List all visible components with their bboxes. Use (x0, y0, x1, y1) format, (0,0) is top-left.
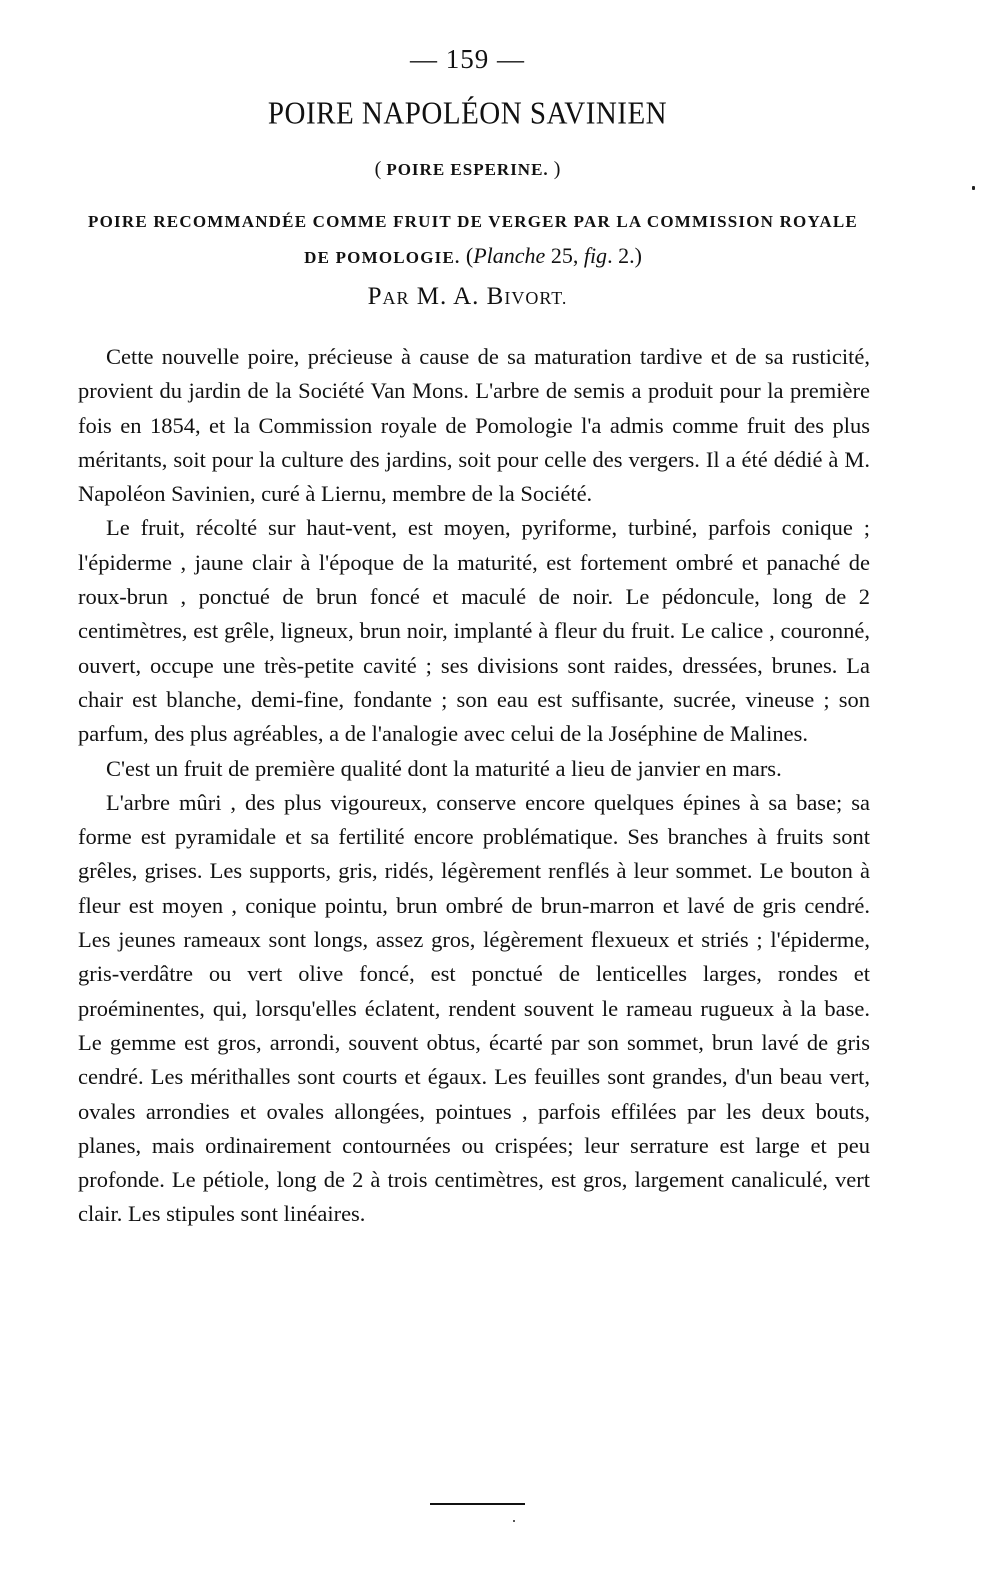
page-number: — 159 — (410, 44, 525, 74)
plate-label: Planche (473, 243, 546, 268)
recommendation-text: POIRE RECOMMANDÉE COMME FRUIT DE VERGER PAR LA COMMISSION ROYALE DE POMOLOGIE. (88, 212, 858, 267)
plate-paren: ( (465, 243, 474, 268)
author-line (0, 283, 935, 311)
plate-number: 25, (545, 243, 584, 268)
recommendation-note (78, 205, 868, 275)
subtitle-paren-close: ) (548, 158, 561, 180)
author-prefix: P (367, 283, 383, 310)
plate-reference (466, 243, 642, 268)
paragraph-tree-description: L'arbre mûri , des plus vigoureux, conserve encore quelques épines à sa base; sa forme est pyramidale et sa fertilité encore problématique. Ses branches à fruits sont grêles, grises. Les supports, gris, ridés, légèrement renflés à leur sommet. Le bouton à fleur est moyen , conique pointu, brun ombré de brun-marron et lavé de gris cendré. Les jeunes rameaux sont longs, assez gros, légèrement flexueux et striés ; l'épiderme, gris-verdâtre ou vert olive foncé, est ponctué de lenticelles larges, rondes et proéminentes, qui, lorsqu'elles éclatent, rendent souvent le rameau rugueux à la base. Le gemme est gros, arrondi, souvent obtus, écarté par son sommet, brun lavé de gris cendré. Les mérithalles sont courts et égaux. Les feuilles sont grandes, d'un beau vert, ovales arrondies et ovales allongées, pointues , parfois effilées par les deux bouts, planes, mais ordinairement contournées ou crispées; leur serrature est large et peu profonde. Le pétiole, long de 2 à trois centimètres, est gros, largement canaliculé, vert clair. Les stipules sont linéaires. (78, 789, 870, 1227)
end-rule-divider (430, 1503, 525, 1505)
paragraph-fruit-description: Le fruit, récolté sur haut-vent, est moyen, pyriforme, turbiné, parfois conique ; l'épiderme , jaune clair à l'époque de la maturité, est fortement ombré et panaché de roux-brun , ponctué de brun foncé et maculé de noir. Le pédoncule, long de 2 centimètres, est grêle, ligneux, brun noir, implanté à fleur du fruit. Le calice , couronné, ouvert, occupe une très-petite cavité ; ses divisions sont raides, dressées, brunes. La chair est blanche, demi-fine, fondante ; son eau est suffisante, sucrée, vineuse ; son parfum, des plus agréables, a de l'analogie avec celui de la Joséphine de Malines. (78, 515, 870, 747)
scan-speck (972, 186, 975, 190)
author-prefix-small: AR (382, 288, 410, 308)
fig-label: fig (583, 243, 608, 268)
author-initials: M. A. (409, 283, 487, 310)
author-name-small: IVORT. (504, 288, 568, 308)
subtitle-text: POIRE ESPERINE. (386, 160, 549, 179)
paragraph-origin: Cette nouvelle poire, précieuse à cause de sa maturation tardive et de sa rusticité, provient du jardin de la Société Van Mons. L'arbre de semis a produit pour la première fois en 1854, et la Commission royale de Pomologie l'a admis comme fruit des plus méritants, soit pour la culture des jardins, soit pour celle des vergers. Il a été dédié à M. Napoléon Savinien, curé à Liernu, membre de la Société. (78, 344, 870, 507)
paragraph-quality: C'est un fruit de première qualité dont la maturité a lieu de janvier en mars. (106, 755, 782, 781)
subtitle-paren-open: ( (374, 158, 387, 180)
scan-speck (513, 1520, 515, 1522)
article-body (78, 340, 870, 1232)
article-subtitle (0, 158, 935, 181)
fig-number: . 2.) (607, 243, 642, 268)
author-name: B (486, 283, 505, 310)
article-title: POIRE NAPOLÉON SAVINIEN (267, 96, 668, 132)
